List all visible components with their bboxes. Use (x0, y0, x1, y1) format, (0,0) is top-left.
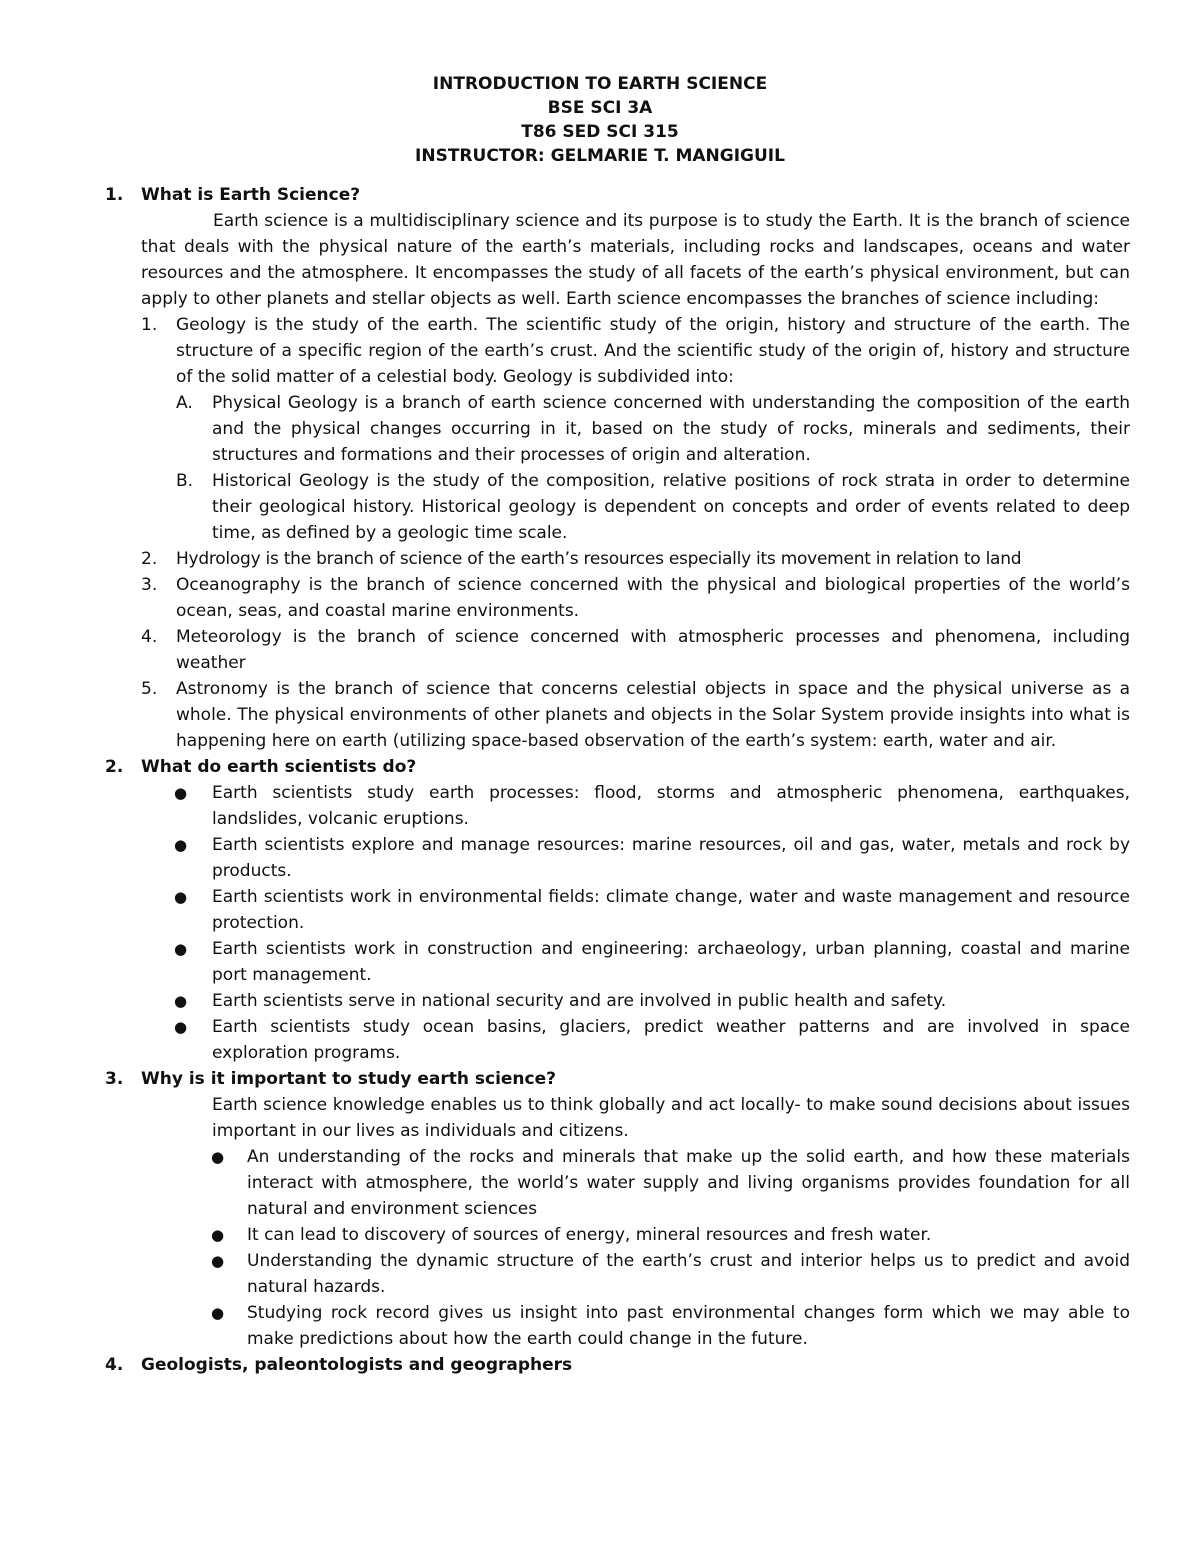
list-marker: 3. (141, 575, 158, 595)
list-item (141, 1248, 1130, 1300)
section-number: 4. (105, 1355, 124, 1375)
section-4 (105, 1352, 1130, 1378)
bullet-icon: ● (174, 940, 188, 958)
bullet-icon: ● (174, 888, 188, 906)
sub-list-item-text: Historical Geology is the study of the composition, relative positions of rock strata in order to determine their geological history. Historical geology is dependent on concepts and order of events related to deep time, as defined by a geologic time scale. (212, 471, 1130, 543)
list-marker: 4. (141, 627, 158, 647)
list-item (141, 832, 1130, 884)
list-item (141, 312, 1130, 546)
section-2-bullets (141, 780, 1130, 1066)
list-item (141, 1144, 1130, 1222)
bullet-icon: ● (211, 1252, 225, 1270)
list-item-text: Earth scientists work in construction and engineering: archaeology, urban planning, coastal and marine port management. (212, 939, 1130, 985)
section-code: BSE SCI 3A (547, 98, 653, 118)
sub-list-item-text: Physical Geology is a branch of earth science concerned with understanding the composition of the earth and the physical changes occurring in it, based on the study of rocks, minerals and sediments, their structures and formations and their processes of origin and alteration. (212, 393, 1130, 465)
section-1 (105, 182, 1130, 208)
section-number: 2. (105, 757, 124, 777)
section-2 (105, 754, 1130, 780)
list-item (141, 780, 1130, 832)
list-item-text: Earth scientists serve in national security and are involved in public health and safety. (212, 991, 947, 1011)
section-title: Why is it important to study earth science? (141, 1069, 557, 1089)
section-title: What do earth scientists do? (141, 757, 417, 777)
bullet-icon: ● (211, 1148, 225, 1166)
list-item-text: Meteorology is the branch of science concerned with atmospheric processes and phenomena, including weather (176, 627, 1130, 673)
bullet-icon: ● (174, 1018, 188, 1036)
bullet-icon: ● (174, 992, 188, 1010)
section-title: Geologists, paleontologists and geographers (141, 1355, 573, 1375)
list-item-text: Earth scientists study earth processes: flood, storms and atmospheric phenomena, earthquakes, landslides, volcanic eruptions. (212, 783, 1130, 829)
list-item (141, 1300, 1130, 1352)
list-marker: 2. (141, 549, 158, 569)
list-marker: 1. (141, 315, 158, 335)
section-number: 1. (105, 185, 124, 205)
section-3-intro: Earth science knowledge enables us to think globally and act locally- to make sound decisions about issues important in our lives as individuals and citizens. (212, 1095, 1130, 1141)
list-item (141, 572, 1130, 624)
list-item-text: It can lead to discovery of sources of energy, mineral resources and fresh water. (247, 1225, 932, 1245)
document-header (70, 72, 1130, 168)
list-item-text: Understanding the dynamic structure of the earth’s crust and interior helps us to predict and avoid natural hazards. (247, 1251, 1130, 1297)
list-item-text: Earth scientists work in environmental fields: climate change, water and waste management and resource protection. (212, 887, 1130, 933)
list-item-text: Hydrology is the branch of science of the earth’s resources especially its movement in relation to land (176, 549, 1022, 569)
bullet-icon: ● (211, 1226, 225, 1244)
list-item (141, 1014, 1130, 1066)
course-code: T86 SED SCI 315 (521, 122, 679, 142)
list-item (141, 624, 1130, 676)
sub-list-marker: B. (176, 471, 194, 491)
bullet-icon: ● (174, 836, 188, 854)
section-number: 3. (105, 1069, 124, 1089)
list-item (141, 884, 1130, 936)
bullet-icon: ● (211, 1304, 225, 1322)
section-3 (105, 1066, 1130, 1092)
section-1-intro: Earth science is a multidisciplinary science and its purpose is to study the Earth. It is the branch of science that deals with the physical nature of the earth’s materials, including rocks and landscapes, oceans and water resources and the atmosphere. It encompasses the study of all facets of the earth’s physical environment, but can apply to other planets and stellar objects as well. Earth science encompasses the branches of science including: (141, 211, 1130, 309)
list-item-text: Oceanography is the branch of science concerned with the physical and biological properties of the world’s ocean, seas, and coastal marine environments. (176, 575, 1130, 621)
list-item (141, 676, 1130, 754)
list-item-text: An understanding of the rocks and minerals that make up the solid earth, and how these materials interact with atmosphere, the world’s water supply and living organisms provides foundation for all natural and environment sciences (247, 1147, 1130, 1219)
sub-list-item (176, 390, 1130, 468)
sub-list-marker: A. (176, 393, 193, 413)
list-item-text: Geology is the study of the earth. The scientific study of the origin, history and structure of the earth. The structure of a specific region of the earth’s crust. And the scientific study of the origin of, history and structure of the solid matter of a celestial body. Geology is subdivided into: (176, 315, 1130, 387)
list-item (141, 1222, 1130, 1248)
list-item-text: Earth scientists explore and manage resources: marine resources, oil and gas, water, metals and rock by products. (212, 835, 1130, 881)
course-title: INTRODUCTION TO EARTH SCIENCE (432, 74, 768, 94)
list-item-text: Astronomy is the branch of science that concerns celestial objects in space and the physical universe as a whole. The physical environments of other planets and objects in the Solar System provide insights into what is happening here on earth (utilizing space-based observation of the earth’s system: earth, water and air. (176, 679, 1130, 751)
section-title: What is Earth Science? (141, 185, 361, 205)
list-item (141, 546, 1130, 572)
branches-list (141, 312, 1130, 754)
instructor-line: INSTRUCTOR: GELMARIE T. MANGIGUIL (415, 146, 785, 166)
sub-list-item (176, 468, 1130, 546)
list-marker: 5. (141, 679, 158, 699)
section-3-bullets (141, 1144, 1130, 1352)
list-item-text: Studying rock record gives us insight into past environmental changes form which we may able to make predictions about how the earth could change in the future. (247, 1303, 1130, 1349)
list-item-text: Earth scientists study ocean basins, glaciers, predict weather patterns and are involved in space exploration programs. (212, 1017, 1130, 1063)
bullet-icon: ● (174, 784, 188, 802)
list-item (141, 936, 1130, 988)
list-item (141, 988, 1130, 1014)
